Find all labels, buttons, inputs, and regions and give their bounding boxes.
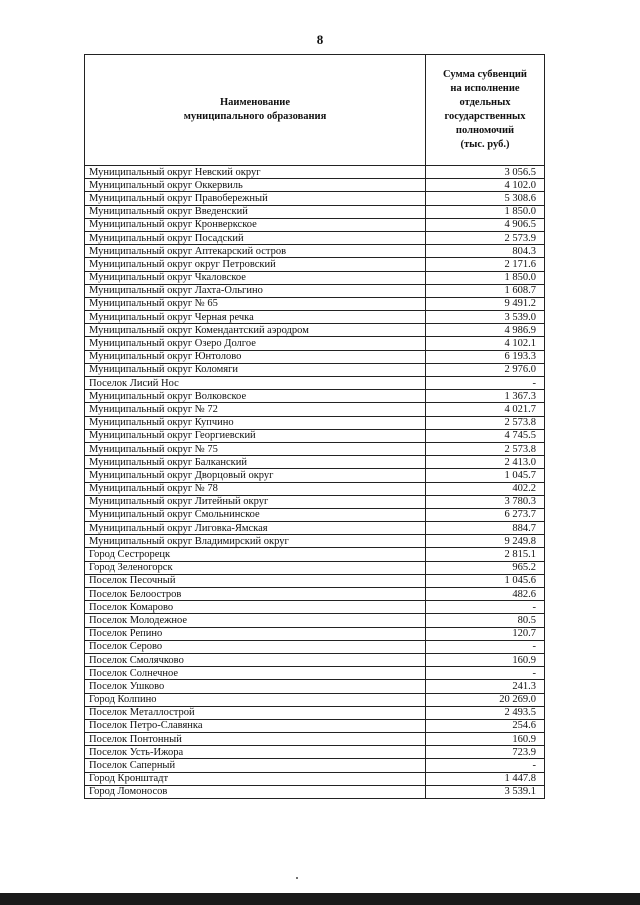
subsidy-amount: 2 413.0 — [426, 456, 545, 469]
municipality-name: Муниципальный округ № 72 — [85, 403, 426, 416]
subsidy-amount: 1 045.7 — [426, 469, 545, 482]
table-row — [85, 522, 545, 535]
subsidy-amount: - — [426, 601, 545, 614]
subsidy-amount: 4 102.1 — [426, 337, 545, 350]
municipality-name: Муниципальный округ № 75 — [85, 442, 426, 455]
municipality-name: Муниципальный округ Владимирский округ — [85, 535, 426, 548]
municipality-name: Муниципальный округ Лахта-Ольгино — [85, 284, 426, 297]
municipality-name: Город Колпино — [85, 693, 426, 706]
subsidy-amount: 4 021.7 — [426, 403, 545, 416]
page-number: 8 — [316, 32, 324, 47]
header-amount-line: полномочий — [455, 125, 515, 136]
municipality-name: Муниципальный округ № 65 — [85, 297, 426, 310]
municipality-name: Муниципальный округ Коломяги — [85, 363, 426, 376]
table-row — [85, 614, 545, 627]
subsidy-amount: 1 045.6 — [426, 574, 545, 587]
subsidy-amount: - — [426, 667, 545, 680]
table-row — [85, 350, 545, 363]
subsidy-amount: 80.5 — [426, 614, 545, 627]
subsidy-amount: 4 906.5 — [426, 218, 545, 231]
header-subsidy-amount — [426, 55, 545, 166]
subsidy-amount: 160.9 — [426, 653, 545, 666]
header-municipality — [85, 55, 426, 166]
municipality-name: Город Ломоносов — [85, 785, 426, 798]
subsidy-amount: 2 573.8 — [426, 416, 545, 429]
municipality-name: Муниципальный округ Правобережный — [85, 192, 426, 205]
municipality-name: Муниципальный округ Посадский — [85, 231, 426, 244]
municipality-name: Город Сестрорецк — [85, 548, 426, 561]
table-row — [85, 508, 545, 521]
municipality-name: Муниципальный округ Литейный округ — [85, 495, 426, 508]
table-row — [85, 179, 545, 192]
table-row — [85, 218, 545, 231]
subsidy-amount: 4 102.0 — [426, 179, 545, 192]
municipality-name: Поселок Петро-Славянка — [85, 719, 426, 732]
table-row — [85, 337, 545, 350]
table-header-row — [85, 55, 545, 166]
table-row — [85, 561, 545, 574]
municipality-name: Муниципальный округ Кронверкское — [85, 218, 426, 231]
municipality-name: Поселок Репино — [85, 627, 426, 640]
header-amount-line: государственных — [444, 111, 526, 122]
municipality-name: Муниципальный округ Чкаловское — [85, 271, 426, 284]
municipality-name: Муниципальный округ Дворцовый округ — [85, 469, 426, 482]
municipality-name: Муниципальный округ Невский округ — [85, 166, 426, 179]
subsidy-amount: 20 269.0 — [426, 693, 545, 706]
page-bottom-edge — [0, 893, 640, 905]
table-row — [85, 653, 545, 666]
municipality-name: Муниципальный округ Георгиевский — [85, 429, 426, 442]
municipality-name: Поселок Песочный — [85, 574, 426, 587]
table-row — [85, 311, 545, 324]
municipality-name: Поселок Металлострой — [85, 706, 426, 719]
table-row — [85, 482, 545, 495]
table-row — [85, 535, 545, 548]
municipality-name: Поселок Лисий Нос — [85, 377, 426, 390]
table-row — [85, 759, 545, 772]
table-row — [85, 403, 545, 416]
header-amount-line: на исполнение — [450, 83, 520, 94]
subsidy-amount: 160.9 — [426, 733, 545, 746]
table-row — [85, 192, 545, 205]
subsidy-amount: 1 850.0 — [426, 205, 545, 218]
subsidy-amount: 2 171.6 — [426, 258, 545, 271]
subsidy-amount: 3 539.0 — [426, 311, 545, 324]
subsidy-amount: - — [426, 640, 545, 653]
subsidy-amount: 5 308.6 — [426, 192, 545, 205]
table-row — [85, 245, 545, 258]
scan-speck — [296, 877, 298, 879]
table-row — [85, 548, 545, 561]
municipality-name: Поселок Усть-Ижора — [85, 746, 426, 759]
table-row — [85, 469, 545, 482]
subsidy-amount: 9 249.8 — [426, 535, 545, 548]
municipality-name: Муниципальный округ Комендантский аэродром — [85, 324, 426, 337]
table-row — [85, 363, 545, 376]
subsidy-amount: 6 193.3 — [426, 350, 545, 363]
table-row — [85, 166, 545, 179]
municipality-name: Муниципальный округ Черная речка — [85, 311, 426, 324]
table-row — [85, 495, 545, 508]
municipality-name: Поселок Понтонный — [85, 733, 426, 746]
table-row — [85, 258, 545, 271]
subsidy-amount: - — [426, 759, 545, 772]
municipality-name: Муниципальный округ Оккервиль — [85, 179, 426, 192]
subsidy-amount: 120.7 — [426, 627, 545, 640]
subsidy-amount: 402.2 — [426, 482, 545, 495]
subsidy-amount: - — [426, 377, 545, 390]
subsidy-amount: 3 539.1 — [426, 785, 545, 798]
table-row — [85, 746, 545, 759]
table-row — [85, 588, 545, 601]
subsidy-amount: 1 367.3 — [426, 390, 545, 403]
table-row — [85, 442, 545, 455]
subsidy-amount: 965.2 — [426, 561, 545, 574]
table-row — [85, 377, 545, 390]
table-row — [85, 640, 545, 653]
subsidy-amount: 1 850.0 — [426, 271, 545, 284]
table-row — [85, 456, 545, 469]
table-row — [85, 271, 545, 284]
table-row — [85, 693, 545, 706]
table-row — [85, 416, 545, 429]
subsidy-amount: 804.3 — [426, 245, 545, 258]
subsidy-amount: 1 447.8 — [426, 772, 545, 785]
header-amount-line: отдельных — [459, 97, 511, 108]
subsidy-amount: 2 815.1 — [426, 548, 545, 561]
municipality-name: Поселок Ушково — [85, 680, 426, 693]
municipality-name: Муниципальный округ Аптекарский остров — [85, 245, 426, 258]
subsidy-amount: 3 780.3 — [426, 495, 545, 508]
subsidy-amount: 2 573.9 — [426, 231, 545, 244]
municipality-name: Муниципальный округ Введенский — [85, 205, 426, 218]
table-row — [85, 297, 545, 310]
municipality-name: Поселок Смолячково — [85, 653, 426, 666]
table-row — [85, 231, 545, 244]
table-row — [85, 627, 545, 640]
subsidy-amount: 241.3 — [426, 680, 545, 693]
subsidy-amount: 2 493.5 — [426, 706, 545, 719]
subsidy-amount: 723.9 — [426, 746, 545, 759]
table-row — [85, 574, 545, 587]
subsidy-amount: 2 976.0 — [426, 363, 545, 376]
municipality-name: Муниципальный округ округ Петровский — [85, 258, 426, 271]
municipality-name: Муниципальный округ Волковское — [85, 390, 426, 403]
municipality-name: Поселок Солнечное — [85, 667, 426, 680]
municipality-name: Муниципальный округ Балканский — [85, 456, 426, 469]
subsidy-amount: 3 056.5 — [426, 166, 545, 179]
subsidy-amount: 6 273.7 — [426, 508, 545, 521]
municipality-name: Поселок Серово — [85, 640, 426, 653]
table-row — [85, 706, 545, 719]
table-row — [85, 324, 545, 337]
table-row — [85, 390, 545, 403]
table-row — [85, 733, 545, 746]
municipality-name: Муниципальный округ Купчино — [85, 416, 426, 429]
subsidy-amount: 884.7 — [426, 522, 545, 535]
subsidy-amount: 254.6 — [426, 719, 545, 732]
subsidy-amount: 1 608.7 — [426, 284, 545, 297]
subsidies-table — [84, 54, 545, 799]
municipality-name: Поселок Комарово — [85, 601, 426, 614]
subsidy-amount: 2 573.8 — [426, 442, 545, 455]
table-row — [85, 205, 545, 218]
municipality-name: Муниципальный округ Озеро Долгое — [85, 337, 426, 350]
table-row — [85, 785, 545, 798]
municipality-name: Муниципальный округ Лиговка-Ямская — [85, 522, 426, 535]
table-row — [85, 772, 545, 785]
municipality-name: Муниципальный округ № 78 — [85, 482, 426, 495]
table-row — [85, 680, 545, 693]
subsidy-amount: 9 491.2 — [426, 297, 545, 310]
header-name-line: муниципального образования — [183, 111, 327, 122]
municipality-name: Муниципальный округ Смольнинское — [85, 508, 426, 521]
municipality-name: Город Кронштадт — [85, 772, 426, 785]
municipality-name: Поселок Молодежное — [85, 614, 426, 627]
header-name-line: Наименование — [220, 97, 290, 108]
municipality-name: Поселок Саперный — [85, 759, 426, 772]
table-row — [85, 667, 545, 680]
table-row — [85, 601, 545, 614]
header-amount-line: Сумма субвенций — [443, 69, 527, 80]
table-row — [85, 429, 545, 442]
table-row — [85, 719, 545, 732]
table-row — [85, 284, 545, 297]
municipality-name: Поселок Белоостров — [85, 588, 426, 601]
subsidy-amount: 4 986.9 — [426, 324, 545, 337]
municipality-name: Муниципальный округ Юнтолово — [85, 350, 426, 363]
header-amount-line: (тыс. руб.) — [460, 139, 510, 150]
subsidy-amount: 4 745.5 — [426, 429, 545, 442]
subsidy-amount: 482.6 — [426, 588, 545, 601]
municipality-name: Город Зеленогорск — [85, 561, 426, 574]
